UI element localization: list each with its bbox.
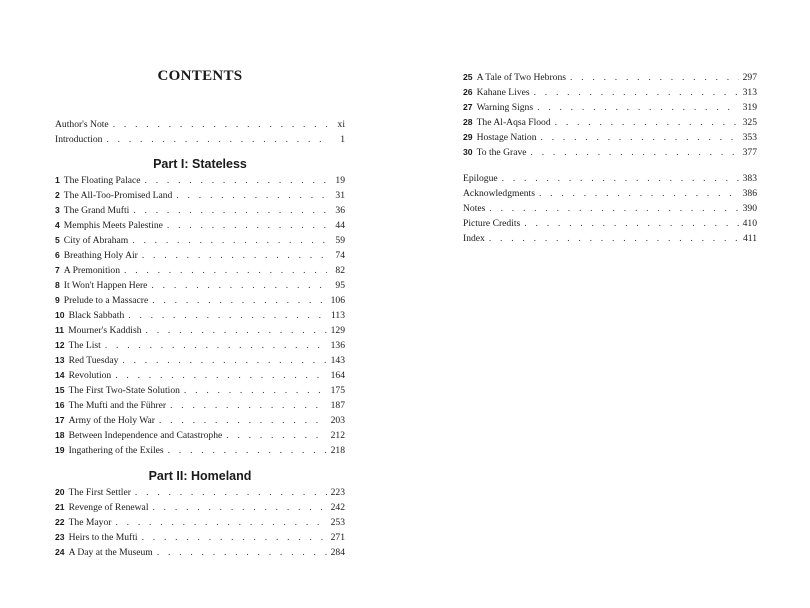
chapter-number: 27: [463, 102, 473, 112]
chapter-page: 253: [330, 517, 345, 528]
chapter-number: 21: [55, 502, 65, 512]
chapter-number: 1: [55, 175, 60, 185]
chapter-title: A Tale of Two Hebrons: [476, 72, 566, 83]
chapter-title: Hostage Nation: [476, 132, 537, 143]
toc-chapter: [55, 279, 345, 292]
chapter-page: 203: [330, 415, 345, 426]
chapter-page: 113: [330, 310, 345, 321]
chapter-page: 44: [335, 220, 345, 231]
toc-chapter: [55, 531, 345, 544]
chapter-title: Warning Signs: [476, 102, 534, 113]
toc-chapter: [55, 399, 345, 412]
toc-chapter: [55, 309, 345, 322]
dot-leader: [489, 202, 738, 215]
chapter-page: 19: [335, 175, 345, 186]
chapter-number: 20: [55, 487, 65, 497]
toc-chapter: [55, 264, 345, 277]
chapter-title: Mourner's Kaddish: [68, 325, 142, 336]
chapter-title: The Mayor: [68, 517, 112, 528]
dot-leader: [124, 264, 327, 277]
chapter-number: 26: [463, 87, 473, 97]
toc-chapter: [55, 369, 345, 382]
chapter-title: A Day at the Museum: [68, 547, 153, 558]
dot-leader: [142, 531, 327, 544]
chapter-number: 28: [463, 117, 473, 127]
toc-entry-introduction: [55, 133, 345, 146]
chapter-page: 223: [330, 487, 345, 498]
chapter-number: 19: [55, 445, 65, 455]
chapter-title: Revenge of Renewal: [68, 502, 149, 513]
toc-chapter: [55, 294, 345, 307]
dot-leader: [152, 294, 326, 307]
toc-chapter: [55, 516, 345, 529]
chapter-number: 23: [55, 532, 65, 542]
dot-leader: [168, 444, 327, 457]
toc-chapter: [55, 324, 345, 337]
entry-label: Acknowledgments: [463, 188, 535, 199]
toc-chapter: [463, 146, 757, 159]
dot-leader: [489, 232, 739, 245]
chapter-number: 12: [55, 340, 65, 350]
chapter-title: The First Two-State Solution: [68, 385, 180, 396]
toc-chapter: [55, 546, 345, 559]
toc-chapter: [55, 174, 345, 187]
dot-leader: [184, 384, 327, 397]
chapter-title: To the Grave: [476, 147, 527, 158]
toc-entry-authors-note: [55, 118, 345, 131]
toc-entry-epilogue: [463, 172, 757, 185]
dot-leader: [157, 546, 327, 559]
chapter-title: Between Independence and Catastrophe: [68, 430, 223, 441]
dot-leader: [539, 187, 739, 200]
chapter-page: 143: [330, 355, 345, 366]
dot-leader: [145, 174, 327, 187]
dot-leader: [151, 279, 327, 292]
toc-chapter: [55, 219, 345, 232]
chapter-title: Kahane Lives: [476, 87, 530, 98]
chapter-page: 74: [335, 250, 345, 261]
dot-leader: [105, 339, 327, 352]
chapter-page: 136: [330, 340, 345, 351]
chapter-number: 8: [55, 280, 60, 290]
toc-chapter: [55, 189, 345, 202]
chapter-page: 175: [330, 385, 345, 396]
toc-chapter: [55, 444, 345, 457]
chapter-page: 31: [335, 190, 345, 201]
dot-leader: [132, 234, 327, 247]
dot-leader: [170, 399, 327, 412]
dot-leader: [502, 172, 739, 185]
chapter-title: It Won't Happen Here: [63, 280, 148, 291]
toc-chapter: [55, 501, 345, 514]
chapter-title: City of Abraham: [63, 235, 129, 246]
toc-chapter: [55, 204, 345, 217]
chapter-title: Breathing Holy Air: [63, 250, 138, 261]
chapter-number: 5: [55, 235, 60, 245]
chapter-page: 129: [330, 325, 345, 336]
dot-leader: [531, 146, 739, 159]
chapter-number: 18: [55, 430, 65, 440]
chapter-page: 95: [335, 280, 345, 291]
chapter-page: 82: [335, 265, 345, 276]
toc-chapter: [55, 429, 345, 442]
chapter-page: 218: [330, 445, 345, 456]
chapter-page: 353: [742, 132, 757, 143]
chapter-title: The List: [68, 340, 101, 351]
dot-leader: [152, 501, 326, 514]
dot-leader: [113, 118, 327, 131]
dot-leader: [534, 86, 739, 99]
dot-leader: [226, 429, 326, 442]
entry-page: 390: [742, 203, 757, 214]
entry-label: Author's Note: [55, 119, 109, 130]
chapter-page: 271: [330, 532, 345, 543]
toc-entry-notes: [463, 202, 757, 215]
chapter-title: Prelude to a Massacre: [63, 295, 149, 306]
chapter-page: 187: [330, 400, 345, 411]
toc-chapter: [55, 384, 345, 397]
toc-chapter: [55, 234, 345, 247]
chapter-title: Heirs to the Mufti: [68, 532, 138, 543]
chapter-page: 242: [330, 502, 345, 513]
chapter-page: 164: [330, 370, 345, 381]
chapter-title: Army of the Holy War: [68, 415, 156, 426]
dot-leader: [537, 101, 739, 114]
dot-leader: [176, 189, 327, 202]
chapter-page: 106: [330, 295, 345, 306]
chapter-title: A Premonition: [63, 265, 121, 276]
entry-page: 386: [742, 188, 757, 199]
toc-chapter: [463, 101, 757, 114]
dot-leader: [106, 133, 327, 146]
chapter-number: 15: [55, 385, 65, 395]
chapter-number: 3: [55, 205, 60, 215]
chapter-page: 297: [742, 72, 757, 83]
chapter-page: 377: [742, 147, 757, 158]
chapter-title: The Al-Aqsa Flood: [476, 117, 551, 128]
toc-entry-index: [463, 232, 757, 245]
chapter-number: 25: [463, 72, 473, 82]
entry-page: xi: [337, 119, 345, 130]
dot-leader: [142, 249, 327, 262]
chapter-title: Revolution: [68, 370, 112, 381]
chapter-title: The All-Too-Promised Land: [63, 190, 173, 201]
toc-chapter: [463, 116, 757, 129]
chapter-page: 325: [742, 117, 757, 128]
entry-label: Epilogue: [463, 173, 498, 184]
chapter-title: Ingathering of the Exiles: [68, 445, 164, 456]
chapter-number: 24: [55, 547, 65, 557]
dot-leader: [167, 219, 327, 232]
chapter-number: 17: [55, 415, 65, 425]
toc-chapter: [463, 131, 757, 144]
toc-chapter: [55, 339, 345, 352]
chapter-title: Red Tuesday: [68, 355, 119, 366]
chapter-number: 14: [55, 370, 65, 380]
toc-chapter: [463, 86, 757, 99]
chapter-page: 319: [742, 102, 757, 113]
chapter-number: 22: [55, 517, 65, 527]
dot-leader: [570, 71, 739, 84]
entry-page: 411: [742, 233, 757, 244]
chapter-title: The First Settler: [68, 487, 131, 498]
chapter-number: 2: [55, 190, 60, 200]
chapter-number: 30: [463, 147, 473, 157]
dot-leader: [133, 204, 327, 217]
entry-label: Index: [463, 233, 485, 244]
toc-entry-picture-credits: [463, 217, 757, 230]
toc-chapter: [55, 486, 345, 499]
part-heading-2: Part II: Homeland: [148, 469, 252, 483]
chapter-title: Black Sabbath: [68, 310, 125, 321]
toc-entry-acknowledgments: [463, 187, 757, 200]
entry-page: 383: [742, 173, 757, 184]
chapter-number: 10: [55, 310, 65, 320]
toc-chapter: [463, 71, 757, 84]
chapter-page: 284: [330, 547, 345, 558]
chapter-page: 36: [335, 205, 345, 216]
chapter-number: 6: [55, 250, 60, 260]
chapter-number: 4: [55, 220, 60, 230]
dot-leader: [555, 116, 739, 129]
chapter-title: The Grand Mufti: [63, 205, 130, 216]
chapter-number: 11: [55, 325, 65, 335]
dot-leader: [128, 309, 327, 322]
toc-chapter: [55, 249, 345, 262]
dot-leader: [159, 414, 327, 427]
dot-leader: [146, 324, 327, 337]
chapter-title: Memphis Meets Palestine: [63, 220, 163, 231]
entry-label: Notes: [463, 203, 486, 214]
chapter-number: 16: [55, 400, 65, 410]
dot-leader: [115, 369, 326, 382]
chapter-number: 7: [55, 265, 60, 275]
dot-leader: [524, 217, 738, 230]
chapter-page: 212: [330, 430, 345, 441]
page-title: CONTENTS: [157, 68, 243, 84]
chapter-title: The Floating Palace: [63, 175, 141, 186]
chapter-number: 13: [55, 355, 65, 365]
dot-leader: [122, 354, 326, 367]
toc-chapter: [55, 414, 345, 427]
entry-page: 1: [340, 134, 345, 145]
chapter-page: 313: [742, 87, 757, 98]
entry-page: 410: [742, 218, 757, 229]
entry-label: Picture Credits: [463, 218, 521, 229]
entry-label: Introduction: [55, 134, 103, 145]
chapter-title: The Mufti and the Führer: [68, 400, 167, 411]
dot-leader: [135, 486, 327, 499]
dot-leader: [115, 516, 326, 529]
chapter-number: 29: [463, 132, 473, 142]
chapter-number: 9: [55, 295, 60, 305]
chapter-page: 59: [335, 235, 345, 246]
part-heading-1: Part I: Stateless: [153, 157, 247, 171]
dot-leader: [541, 131, 739, 144]
toc-chapter: [55, 354, 345, 367]
